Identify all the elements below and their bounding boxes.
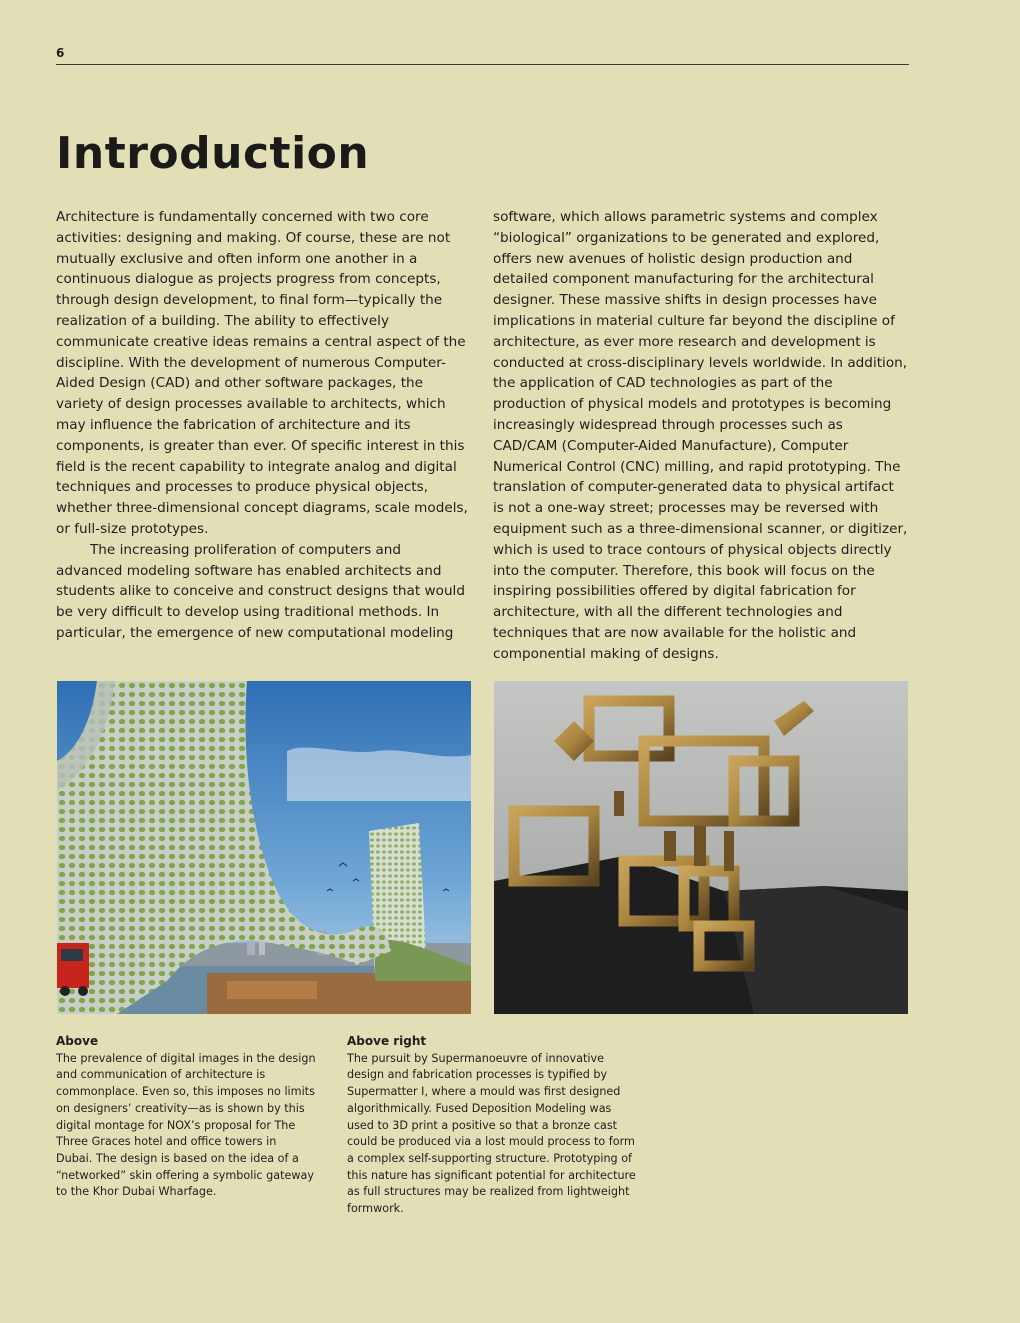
supermatter-model-image: [494, 681, 908, 1014]
caption-left: [56, 1033, 316, 1201]
caption-heading: Above right: [347, 1034, 427, 1048]
page-number: 6: [56, 46, 65, 60]
body-paragraph: software, which allows parametric systems and complex “biological” organizations to be generated and explored, offers new avenues of holistic design production and detailed component manufacturing for the architectural designer. These massive shifts in design processes have implications in material culture far beyond the discipline of architecture, as ever more research and development is conducted at cross-disciplinary levels worldwide. In addition, the application of CAD technologies as part of the production of physical models and prototypes is becoming increasingly widespread through processes such as CAD/CAM (Computer-Aided Manufacture), Computer Numerical Control (CNC) milling, and rapid prototyping. The translation of computer-generated data to physical artifact is not a one-way street; processes may be reversed with equipment such as a three-dimensional scanner, or digitizer, which is used to trace contours of physical objects directly into the computer. Therefore, this book will focus on the inspiring possibilities offered by digital fabrication for architecture, with all the different technologies and techniques that are now available for the holistic and componential making of designs.: [493, 209, 908, 662]
caption-text: The prevalence of digital images in the design and communication of architecture is commonplace. Even so, this imposes no limits on designers’ creativity—as is shown by this digital montage for NOX’s proposal for The Three Graces hotel and office towers in Dubai. The design is based on the idea of a “networked” skin offering a symbolic gateway to the Khor Dubai Wharfage.: [56, 1051, 316, 1199]
page-title: Introduction: [56, 128, 370, 179]
caption-heading: Above: [56, 1034, 99, 1048]
header-rule: [56, 64, 909, 65]
nox-three-graces-image: [57, 681, 471, 1014]
body-column-right: [493, 207, 908, 665]
body-column-left: [56, 207, 471, 644]
body-paragraph: Architecture is fundamentally concerned with two core activities: designing and making. Of course, these are not mutually exclusive and often inform one another in a continuous dialogue as projects progress from concepts, through design development, to final form—typically the realization of a building. The ability to effectively communicate creative ideas remains a central aspect of the discipline. With the development of numerous Computer-Aided Design (CAD) and other software packages, the variety of design processes available to architects, which may influence the fabrication of architecture and its components, is greater than ever. Of specific interest in this field is the recent capability to integrate analog and digital techniques and processes to produce physical objects, whether three-dimensional concept diagrams, scale models, or full-size prototypes.: [56, 209, 468, 537]
caption-right: [347, 1033, 637, 1218]
caption-text: The pursuit by Supermanoeuvre of innovative design and fabrication processes is typified by Supermatter I, where a mould was first designed algorithmically. Fused Deposition Modeling was used to 3D print a positive so that a bronze cast could be produced via a lost mould process to form a complex self-supporting structure. Prototyping of this nature has significant potential for architecture as full structures may be realized from lightweight formwork.: [347, 1051, 636, 1216]
body-paragraph: The increasing proliferation of computers and advanced modeling software has enabled architects and students alike to conceive and construct designs that would be very difficult to develop using traditional methods. In particular, the emergence of new computational modeling: [56, 541, 465, 641]
